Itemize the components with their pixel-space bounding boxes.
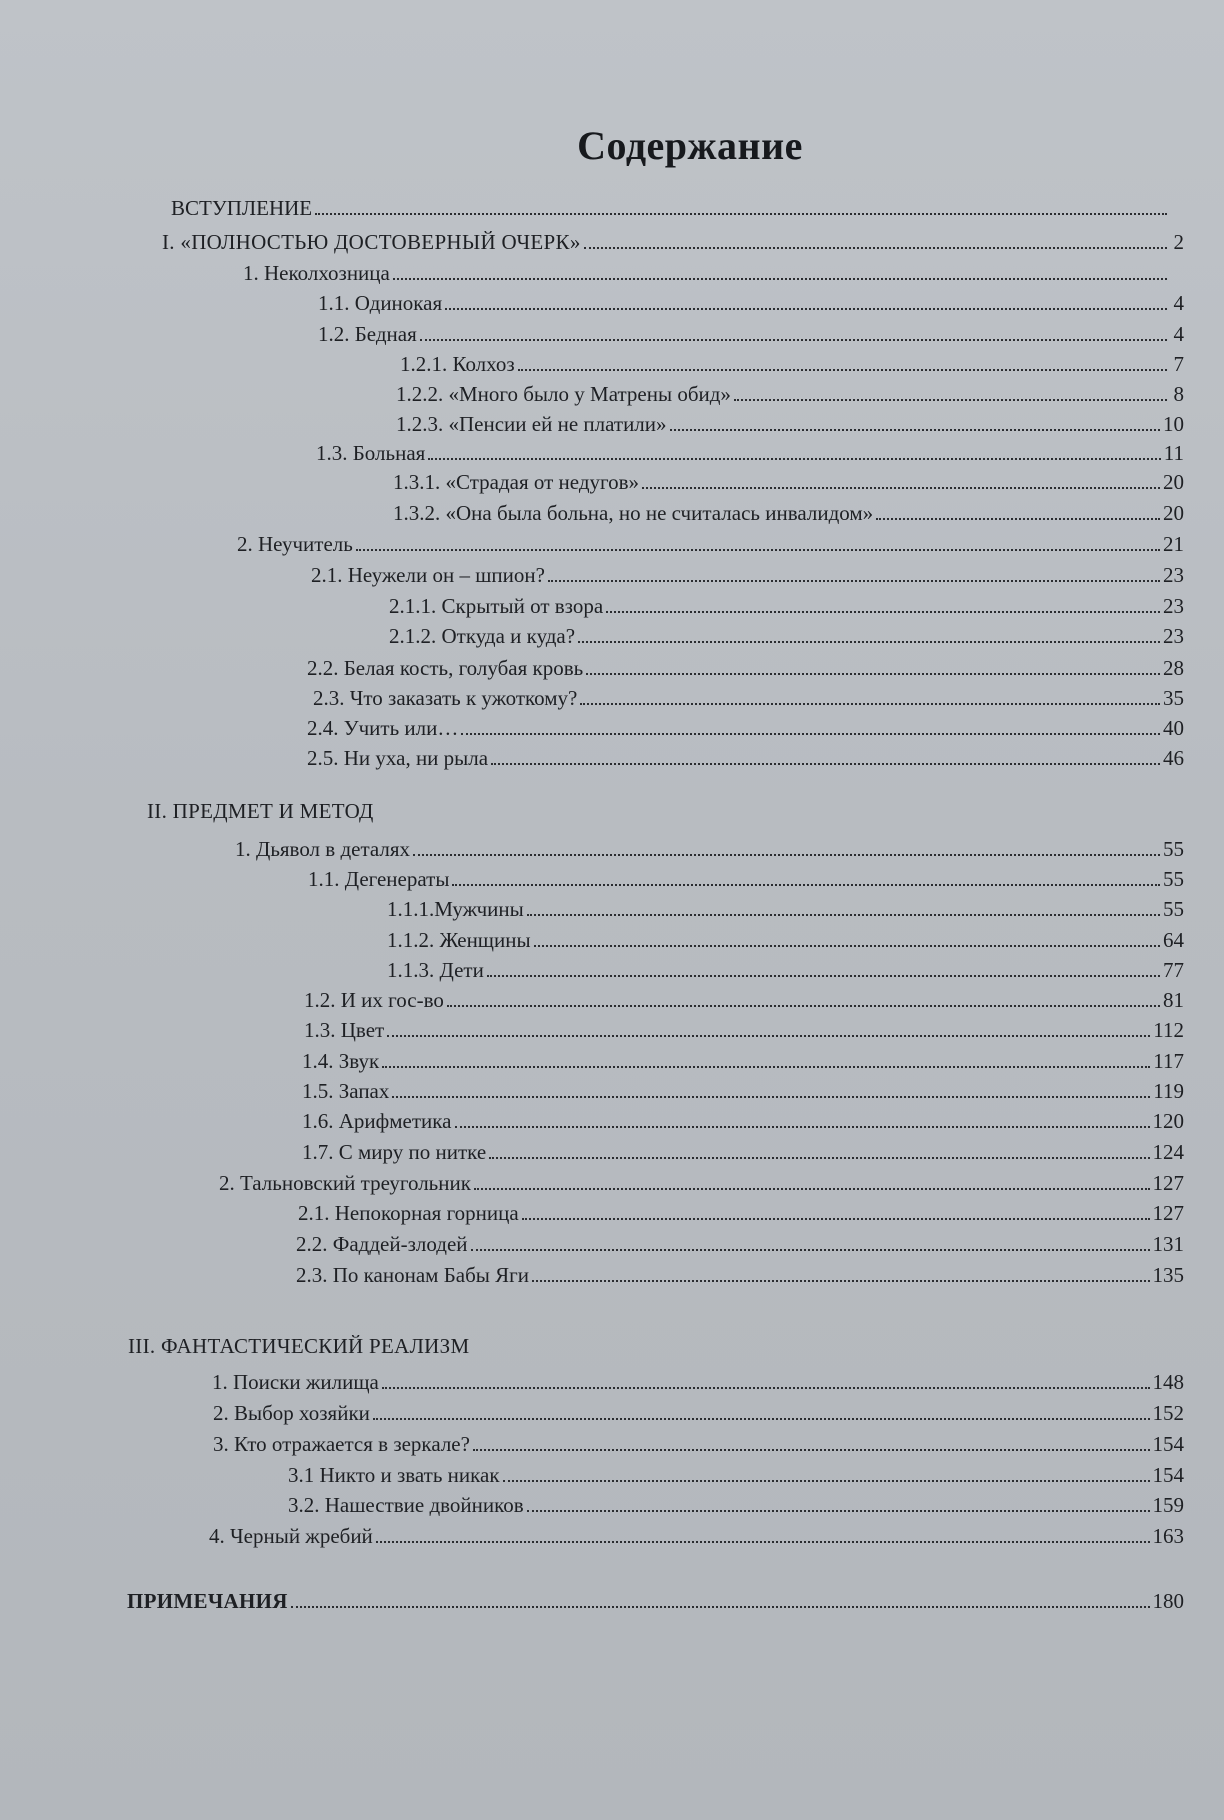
toc-entry [288, 1488, 1184, 1518]
toc-entry-page: 117 [1153, 1049, 1184, 1073]
toc-entry-page: 21 [1163, 532, 1184, 556]
toc-entry-label: 3.1 Никто и звать никак [288, 1463, 500, 1487]
toc-entry [389, 589, 1184, 619]
dot-leader [491, 763, 1160, 765]
toc-entry-label: 2.1.1. Скрытый от взора [389, 594, 604, 618]
toc-entry-label: 2.3. По канонам Бабы Яги [296, 1263, 529, 1287]
dot-leader [420, 339, 1167, 341]
toc-entry [171, 191, 1184, 221]
dot-leader [382, 1066, 1150, 1068]
dot-leader [876, 518, 1160, 520]
toc-entry-label: 1.2. Бедная [318, 322, 417, 346]
dot-leader [548, 580, 1160, 582]
dot-leader [452, 884, 1160, 886]
toc-entry-page: 55 [1163, 897, 1184, 921]
toc-entry-page: 131 [1152, 1232, 1184, 1256]
toc-entry [396, 377, 1184, 407]
dot-leader [356, 549, 1160, 551]
dot-leader [474, 1188, 1150, 1190]
toc-entry-page: 159 [1152, 1493, 1184, 1517]
dot-leader [471, 1249, 1150, 1251]
toc-entry-page: 4 [1173, 322, 1184, 346]
toc-entry-label: 1.2.3. «Пенсии ей не платили» [396, 412, 667, 436]
toc-entry-label: 2.1.2. Откуда и куда? [389, 624, 576, 648]
toc-entry-page: 23 [1163, 624, 1184, 648]
toc-entry-label: I. «ПОЛНОСТЬЮ ДОСТОВЕРНЫЙ ОЧЕРК» [162, 230, 581, 254]
toc-entry-page: 4 [1173, 291, 1184, 315]
toc-entry [307, 651, 1184, 681]
toc-entry [389, 619, 1184, 649]
toc-entry [304, 1013, 1184, 1043]
toc-entry [387, 953, 1184, 983]
toc-entry-label: 1.1.2. Женщины [387, 928, 531, 952]
toc-entry-page: 11 [1163, 441, 1184, 465]
toc-entry-page: 28 [1163, 656, 1184, 680]
toc-entry-page: 119 [1153, 1079, 1184, 1103]
toc-entry-page: 64 [1163, 928, 1184, 952]
toc-entry-label: 1.2. И их гос-во [304, 988, 444, 1012]
toc-entry-label: 1.1. Одинокая [318, 291, 443, 315]
dot-leader [387, 1035, 1150, 1037]
toc-entry-page: 55 [1163, 837, 1184, 861]
toc-entry-label: 2. Неучитель [237, 532, 353, 556]
toc-entry-page: 81 [1163, 988, 1184, 1012]
toc-entry [288, 1458, 1184, 1488]
toc-entry-page: 7 [1173, 352, 1184, 376]
dot-leader [315, 213, 1167, 215]
dot-leader [428, 458, 1160, 460]
toc-entry-label: 1.7. С миру по нитке [302, 1140, 487, 1164]
dot-leader [503, 1480, 1150, 1482]
dot-leader [413, 854, 1160, 856]
toc-entry [308, 862, 1184, 892]
dot-leader [382, 1387, 1150, 1389]
toc-entry-label: 1.3. Больная [316, 441, 426, 465]
toc-entry [318, 286, 1184, 316]
toc-entry [387, 892, 1184, 922]
toc-entry-page: 8 [1173, 382, 1184, 406]
toc-entry [243, 256, 1184, 286]
dot-leader [527, 1510, 1150, 1512]
dot-leader [373, 1418, 1150, 1420]
toc-entry-page: 20 [1163, 501, 1184, 525]
dot-leader [473, 1449, 1150, 1451]
toc-entry-label: 3.2. Нашествие двойников [288, 1493, 524, 1517]
toc-entry [296, 1227, 1184, 1257]
toc-entry-label: 2.1. Непокорная горница [298, 1201, 519, 1225]
toc-entry [313, 681, 1184, 711]
toc-entry-label: 1.5. Запах [302, 1079, 390, 1103]
toc-entry-label: 2.4. Учить или… [307, 716, 459, 740]
toc-entry [307, 741, 1184, 771]
toc-entry-page: 35 [1163, 686, 1184, 710]
dot-leader [578, 641, 1160, 643]
dot-leader [534, 945, 1160, 947]
toc-entry [213, 1427, 1184, 1457]
toc-entry-label: ВСТУПЛЕНИЕ [171, 196, 313, 220]
toc-entry-page: 154 [1152, 1463, 1184, 1487]
dot-leader [642, 487, 1160, 489]
toc-entry-label: 1.3. Цвет [304, 1018, 385, 1042]
toc-entry-page: 20 [1163, 470, 1184, 494]
toc-entry [387, 923, 1184, 953]
toc-entry-label: ПРИМЕЧАНИЯ [127, 1589, 288, 1613]
dot-leader [734, 399, 1167, 401]
toc-entry [396, 407, 1184, 437]
toc-entry [235, 832, 1184, 862]
toc-entry-label: 1. Дьявол в деталях [235, 837, 411, 861]
toc-entry [311, 558, 1184, 588]
dot-leader [584, 247, 1167, 249]
toc-entry [209, 1519, 1184, 1549]
dot-leader [670, 429, 1160, 431]
toc-entry-label: 3. Кто отражается в зеркале? [213, 1432, 470, 1456]
toc-entry [302, 1135, 1184, 1165]
dot-leader [518, 369, 1167, 371]
toc-entry-page: 127 [1152, 1171, 1184, 1195]
toc-entry-page: 127 [1152, 1201, 1184, 1225]
dot-leader [376, 1541, 1150, 1543]
dot-leader [393, 278, 1167, 280]
toc-entry-label: 2. Выбор хозяйки [213, 1401, 370, 1425]
toc-entry [162, 225, 1184, 255]
toc-entry-label: 1.2.1. Колхоз [400, 352, 515, 376]
toc-entry-label: 1.6. Арифметика [302, 1109, 452, 1133]
toc-entry [316, 436, 1184, 466]
toc-entry-label: 1.2.2. «Много было у Матрены обид» [396, 382, 731, 406]
toc-entry [237, 527, 1184, 557]
toc-entry-page: 40 [1163, 716, 1184, 740]
toc-entry-label: 2. Тальновский треугольник [219, 1171, 471, 1195]
toc-entry [298, 1196, 1184, 1226]
part-heading: III. ФАНТАСТИЧЕСКИЙ РЕАЛИЗМ [128, 1334, 470, 1358]
toc-entry [302, 1044, 1184, 1074]
dot-leader [445, 308, 1167, 310]
toc-entry-page: 148 [1152, 1370, 1184, 1394]
dot-leader [527, 914, 1160, 916]
dot-leader [291, 1606, 1150, 1608]
toc-entry-page: 23 [1163, 563, 1184, 587]
part-heading: II. ПРЕДМЕТ И МЕТОД [147, 799, 374, 823]
toc-entry [307, 711, 1184, 741]
dot-leader [580, 703, 1160, 705]
toc-entry-label: 1.1.3. Дети [387, 958, 484, 982]
toc-entry-label: 2.2. Белая кость, голубая кровь [307, 656, 584, 680]
dot-leader [606, 611, 1160, 613]
toc-entry-page: 112 [1153, 1018, 1184, 1042]
toc-entry-label: 1. Поиски жилища [212, 1370, 379, 1394]
toc-entry [318, 317, 1184, 347]
toc-entry-page: 23 [1163, 594, 1184, 618]
toc-entry-label: 2.2. Фаддей-злодей [296, 1232, 468, 1256]
toc-entry-label: 1.1.1.Мужчины [387, 897, 524, 921]
toc-entry-label: 1.3.2. «Она была больна, но не считалась инвалидом» [393, 501, 874, 525]
toc-entry [393, 465, 1184, 495]
toc-entry-page: 10 [1163, 412, 1184, 436]
toc-entry-page: 55 [1163, 867, 1184, 891]
dot-leader [392, 1096, 1150, 1098]
toc-entry-label: 1.1. Дегенераты [308, 867, 450, 891]
toc-entry-page: 180 [1152, 1589, 1184, 1613]
dot-leader [447, 1005, 1160, 1007]
toc-entry-page: 124 [1152, 1140, 1184, 1164]
toc-entry-page: 2 [1173, 230, 1184, 254]
toc-entry-page: 154 [1152, 1432, 1184, 1456]
dot-leader [461, 733, 1160, 735]
dot-leader [489, 1157, 1149, 1159]
toc-entry [213, 1396, 1184, 1426]
dot-leader [455, 1126, 1150, 1128]
dot-leader [586, 673, 1160, 675]
toc-entry [302, 1074, 1184, 1104]
toc-entry [393, 496, 1184, 526]
dot-leader [522, 1218, 1150, 1220]
toc-entry-label: 1.4. Звук [302, 1049, 380, 1073]
toc-entry-label: 2.3. Что заказать к ужоткому? [313, 686, 578, 710]
toc-entry [127, 1584, 1184, 1614]
toc-entry-label: 4. Черный жребий [209, 1524, 373, 1548]
dot-leader [487, 975, 1160, 977]
toc-entry-page: 77 [1163, 958, 1184, 982]
toc-entry [400, 347, 1184, 377]
toc-entry-label: 1.3.1. «Страдая от недугов» [393, 470, 640, 494]
dot-leader [532, 1280, 1150, 1282]
toc-entry-page: 120 [1152, 1109, 1184, 1133]
toc-entry-page: 163 [1152, 1524, 1184, 1548]
toc-entry-page: 46 [1163, 746, 1184, 770]
toc-entry-page: 152 [1152, 1401, 1184, 1425]
toc-entry-label: 2.5. Ни уха, ни рыла [307, 746, 489, 770]
page-title: Содержание [577, 123, 803, 168]
toc-entry-label: 1. Неколхозница [243, 261, 390, 285]
toc-entry [296, 1258, 1184, 1288]
toc-entry [219, 1166, 1184, 1196]
toc-entry [302, 1104, 1184, 1134]
toc-entry [304, 983, 1184, 1013]
toc-entry [212, 1365, 1184, 1395]
toc-entry-label: 2.1. Неужели он – шпион? [311, 563, 545, 587]
toc-entry-page: 135 [1152, 1263, 1184, 1287]
